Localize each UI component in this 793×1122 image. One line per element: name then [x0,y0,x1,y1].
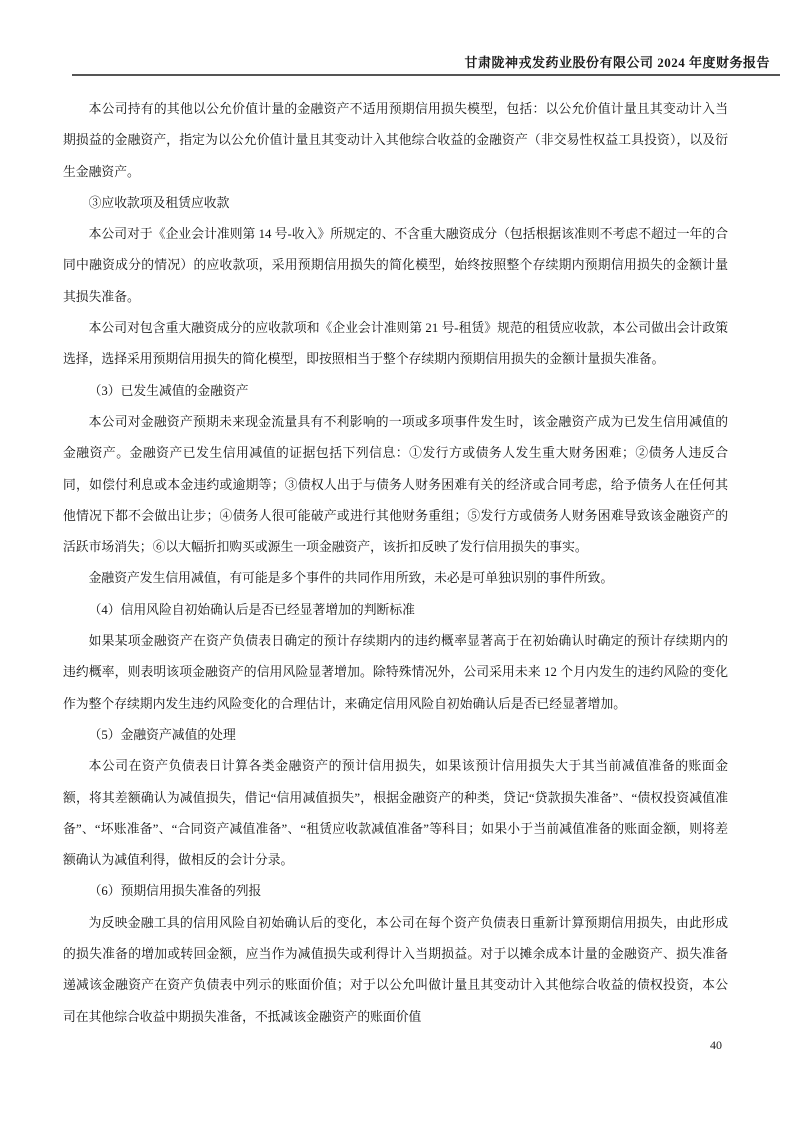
paragraph: 本公司对金融资产预期未来现金流量具有不利影响的一项或多项事件发生时，该金融资产成为已发生信用减值的金融资产。金融资产已发生信用减值的证据包括下列信息：①发行方或债务人发生重大财务困难；②债务人违反合同，如偿付利息或本金违约或逾期等；③债权人出于与债务人财务困难有关的经济或合同考虑，给予债务人在任何其他情况下都不会做出让步；④债务人很可能破产或进行其他财务重组；⑤发行方或债务人财务困难导致该金融资产的活跃市场消失；⑥以大幅折扣购买或源生一项金融资产，该折扣反映了发行信用损失的事实。 [63,414,728,555]
paragraph: （3）已发生减值的金融资产 [88,383,249,398]
paragraph: 本公司在资产负债表日计算各类金融资产的预计信用损失，如果该预计信用损失大于其当前减值准备的账面金额，将其差额确认为减值损失，借记“信用减值损失”，根据金融资产的种类，贷记“贷款损失准备”、“债权投资减值准备”、“坏账准备”、“合同资产减值准备”、“租赁应收款减值准备”等科目；如果小于当前减值准备的账面金额，则将差额确认为减值利得，做相反的会计分录。 [63,759,728,868]
report-header-title: 甘肃陇神戎发药业股份有限公司 2024 年度财务报告 [464,55,770,70]
page-number: 40 [710,1038,722,1052]
paragraph: 本公司持有的其他以公允价值计量的金融资产不适用预期信用损失模型，包括：以公允价值计量且其变动计入当期损益的金融资产，指定为以公允价值计量且其变动计入其他综合收益的金融资产（非交易性权益工具投资），以及衍生金融资产。 [63,102,728,179]
document-body [63,94,728,1033]
paragraph: 为反映金融工具的信用风险自初始确认后的变化，本公司在每个资产负债表日重新计算预期信用损失，由此形成的损失准备的增加或转回金额，应当作为减值损失或利得计入当期损益。对于以摊余成本计量的金融资产、损失准备递减该金融资产在资产负债表中列示的账面价值；对于以公允叫做计量且其变动计入其他综合收益的债权投资，本公司在其他综合收益中期损失准备，不抵减该金融资产的账面价值 [63,915,728,1024]
paragraph: ③应收款项及租赁应收款 [88,195,230,210]
paragraph: 金融资产发生信用减值，有可能是多个事件的共同作用所致，未必是可单独识别的事件所致。 [88,571,614,586]
paragraph: 如果某项金融资产在资产负债表日确定的预计存续期内的违约概率显著高于在初始确认时确定的预计存续期内的违约概率，则表明该项金融资产的信用风险显著增加。除特殊情况外，公司采用未来 12 个月内发生的违约风险的变化作为整个存续期内发生违约风险变化的合理估计，来确定信用风险自初始确认后是否已经显著增加。 [63,634,728,711]
header-rule [72,74,780,76]
paragraph: （6）预期信用损失准备的列报 [88,884,262,899]
paragraph: 本公司对包含重大融资成分的应收款项和《企业会计准则第 21 号-租赁》规范的租赁应收款，本公司做出会计政策选择，选择采用预期信用损失的简化模型，即按照相当于整个存续期内预期信用损失的金额计量损失准备。 [63,321,728,367]
paragraph: （5）金融资产减值的处理 [88,727,236,742]
paragraph: 本公司对于《企业会计准则第 14 号-收入》所规定的、不含重大融资成分（包括根据该准则不考虑不超过一年的合同中融资成分的情况）的应收款项，采用预期信用损失的简化模型，始终按照整个存续期内预期信用损失的金额计量其损失准备。 [63,227,728,304]
paragraph: （4）信用风险自初始确认后是否已经显著增加的判断标准 [88,602,415,617]
